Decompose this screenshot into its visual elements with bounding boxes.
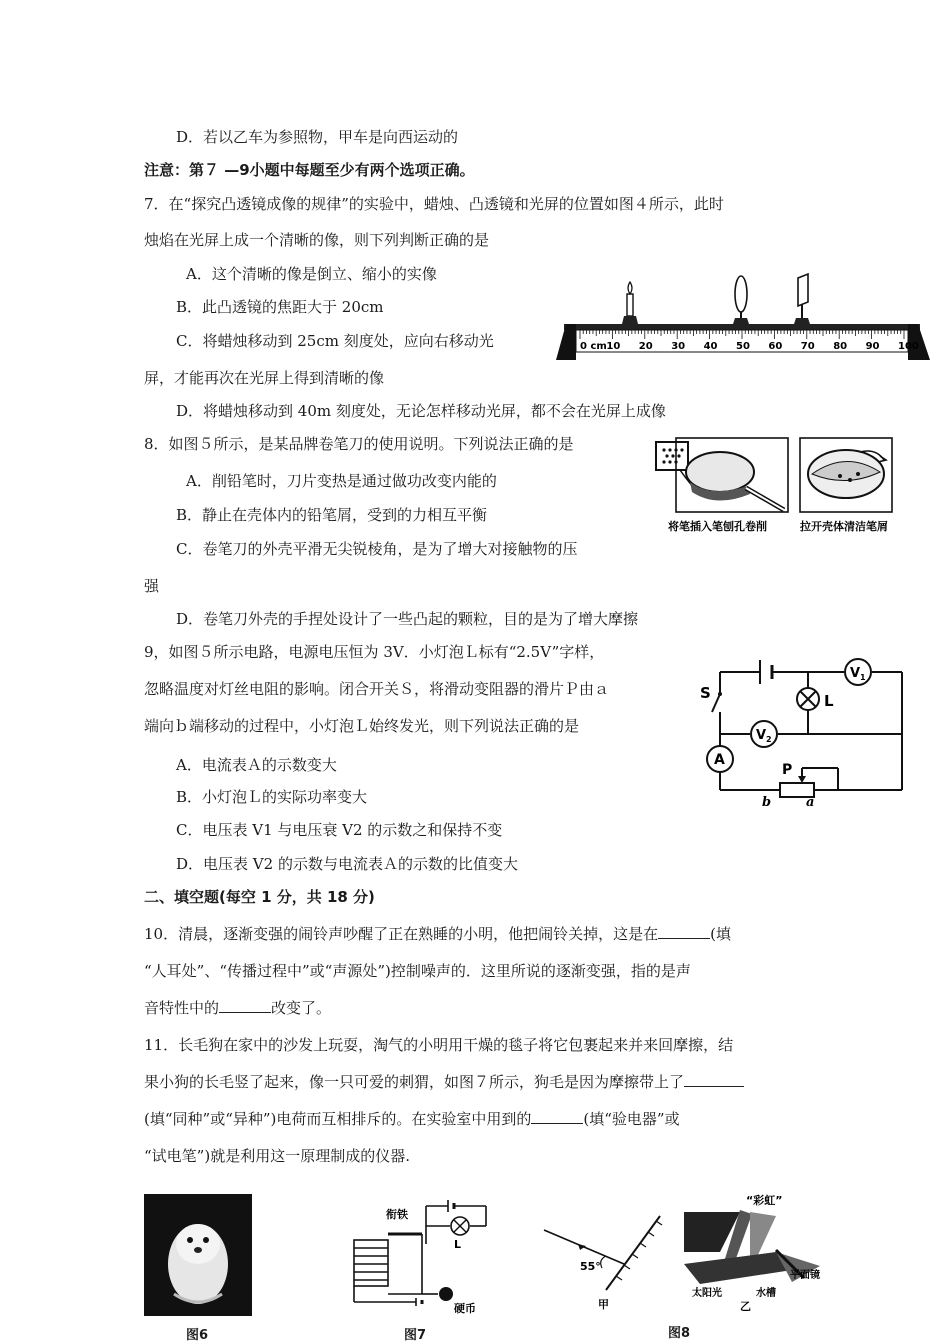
fig8-angle-label: 55°	[580, 1260, 601, 1273]
switch-label: S	[700, 684, 711, 702]
q8-stem: 8．如图５所示，是某品牌卷笔刀的使用说明。下列说法正确的是	[144, 435, 574, 453]
section-2-heading: 二、填空题(每空 1 分，共 18 分)	[144, 888, 375, 906]
rheostat-icon	[762, 762, 814, 810]
q11-line4: “试电笔”)就是利用这一原理制成的仪器.	[144, 1147, 410, 1165]
q8-option-a: A．削铅笔时，刀片变热是通过做功改变内能的	[186, 472, 497, 490]
q9-stem-line1: 9，如图５所示电路，电源电压恒为 3V．小灯泡Ｌ标有“2.5V”字样，	[144, 643, 605, 661]
ruler-rail	[556, 324, 930, 360]
q9-option-a: A．电流表Ａ的示数变大	[176, 756, 337, 774]
figure-6-caption: 图6	[186, 1328, 209, 1343]
q8-option-c-line1: C．卷笔刀的外壳平滑无尖锐棱角，是为了增大对接触物的压	[176, 540, 578, 558]
ruler-label: 90	[865, 341, 880, 352]
q10-line3-tail: 改变了。	[271, 999, 332, 1017]
figure-7-caption: 图7	[404, 1328, 427, 1343]
q7-stem-line2: 烛焰在光屏上成一个清晰的像，则下列判断正确的是	[144, 231, 490, 249]
q7-option-a: A．这个清晰的像是倒立、缩小的实像	[186, 265, 437, 283]
svg-text:V: V	[756, 728, 767, 743]
q10-blank-2[interactable]	[219, 998, 271, 1013]
q9-stem-line2: 忽略温度对灯丝电阻的影响。闭合开关Ｓ，将滑动变阻器的滑片Ｐ由ａ	[144, 680, 610, 698]
q11-line3-tail: (填“验电器”或	[583, 1110, 680, 1128]
q10-line1-tail: (填	[710, 925, 731, 943]
optical-bench-figure	[552, 268, 932, 360]
sharpener-open-shell-image	[800, 438, 892, 512]
fig7-coin-label: 硬币	[454, 1302, 476, 1315]
q9-option-d: D．电压表 V2 的示数与电流表Ａ的示数的比值变大	[176, 855, 518, 873]
q10-line2: “人耳处”、“传播过程中”或“声源处”)控制噪声的．这里所说的逐渐变强，指的是声	[144, 962, 691, 980]
fig8-yi-label: 乙	[740, 1300, 751, 1313]
svg-text:V: V	[850, 666, 861, 681]
q9-option-b: B．小灯泡Ｌ的实际功率变大	[176, 788, 368, 806]
q6-option-d: D．若以乙车为参照物，甲车是向西运动的	[176, 128, 459, 146]
fig8-water-label: 水槽	[756, 1288, 776, 1299]
q7-option-c-line2: 屏，才能再次在光屏上得到清晰的像	[144, 369, 385, 387]
svg-text:P: P	[782, 762, 793, 778]
ruler-label: 10	[606, 341, 621, 352]
ruler-label: 30	[671, 341, 686, 352]
q8-option-d: D．卷笔刀外壳的手捏处设计了一些凸起的颗粒，目的是为了增大摩擦	[176, 610, 639, 628]
multi-answer-note: 注意：第７ —9小题中每题至少有两个选项正确。	[144, 161, 475, 179]
svg-text:1: 1	[860, 673, 866, 682]
fig7-iron-label: 衔铁	[386, 1208, 408, 1221]
svg-text:b: b	[762, 795, 772, 810]
coin-icon	[439, 1287, 453, 1301]
ruler-label: 0 cm	[580, 341, 607, 352]
q8-option-b: B．静止在壳体内的铅笔屑，受到的力相互平衡	[176, 506, 488, 524]
ruler-label: 20	[638, 341, 653, 352]
q11-line2-text: 果小狗的长毛竖了起来，像一只可爱的刺猬，如图７所示，狗毛是因为摩擦带上了	[144, 1073, 685, 1091]
ruler-label: 100	[898, 341, 919, 352]
svg-text:2: 2	[766, 735, 772, 744]
q11-line1: 11．长毛狗在家中的沙发上玩耍，淘气的小明用干燥的毯子将它包裹起来并来回摩擦，结	[144, 1036, 734, 1054]
ruler-label: 70	[800, 341, 815, 352]
q9-stem-line3: 端向ｂ端移动的过程中，小灯泡Ｌ始终发光，则下列说法正确的是	[144, 717, 580, 735]
sharpener-caption-left: 将笔插入笔刨孔卷削	[668, 520, 767, 533]
voltmeter-v2-icon	[751, 721, 777, 747]
q8-option-c-line2: 强	[144, 577, 160, 595]
q7-option-c-line1: C．将蜡烛移动到 25cm 刻度处，应向右移动光	[176, 332, 494, 350]
voltmeter-v1-icon	[845, 659, 871, 685]
ruler-label: 80	[833, 341, 848, 352]
q10-blank-1[interactable]	[658, 924, 710, 939]
convex-lens-icon	[733, 276, 749, 324]
q9-option-c: C．电压表 V1 与电压衰 V2 的示数之和保持不变	[176, 821, 503, 839]
q11-blank-2[interactable]	[531, 1109, 583, 1124]
q11-line3	[144, 1109, 680, 1129]
q10-line3	[144, 998, 331, 1018]
q10-line1	[144, 924, 731, 944]
q7-stem-line1: 7．在“探究凸透镜成像的规律”的实验中，蜡烛、凸透镜和光屏的位置如图４所示，此时	[144, 195, 724, 213]
fluffy-dog-photo	[144, 1194, 252, 1316]
fig8-rainbow-label: “彩虹”	[746, 1194, 783, 1207]
relay-circuit-figure	[346, 1198, 496, 1316]
svg-text:A: A	[714, 752, 725, 768]
ruler-label: 50	[736, 341, 750, 352]
q11-line2	[144, 1072, 744, 1092]
q10-line3-text: 音特性中的	[144, 999, 220, 1017]
figure-8-caption: 图8	[668, 1326, 691, 1341]
reflection-figure-jia	[540, 1208, 670, 1312]
sharpener-insert-pencil-image	[656, 438, 788, 512]
sharpener-figure	[650, 430, 910, 540]
circuit-figure	[698, 650, 910, 810]
q7-option-d: D．将蜡烛移动到 40m 刻度处，无论怎样移动光屏，都不会在光屏上成像	[176, 402, 666, 420]
q10-line1-text: 10．清晨，逐渐变强的闹铃声吵醒了正在熟睡的小明，他把闹铃关掉，这是在	[144, 925, 659, 943]
fig8-jia-label: 甲	[598, 1298, 609, 1311]
light-screen-icon	[794, 274, 810, 324]
ruler-label: 60	[768, 341, 783, 352]
sharpener-caption-right: 拉开壳体清洁笔屑	[800, 520, 888, 533]
lamp-icon	[797, 688, 834, 710]
q11-line3-text: (填“同种”或“异种”)电荷而互相排斥的。在实验室中用到的	[144, 1110, 532, 1128]
fig7-lamp-label: L	[454, 1238, 462, 1251]
q11-blank-1[interactable]	[684, 1072, 744, 1087]
ammeter-icon	[707, 746, 733, 772]
ruler-label: 40	[703, 341, 718, 352]
fig8-sun-label: 太阳光	[692, 1288, 722, 1299]
rainbow-figure-yi	[680, 1192, 830, 1314]
candle-icon	[622, 282, 638, 324]
svg-text:a: a	[806, 795, 815, 810]
q7-option-b: B．此凸透镜的焦距大于 20cm	[176, 298, 384, 316]
fig8-mirror-label: 平面镜	[790, 1270, 820, 1281]
svg-text:L: L	[824, 692, 834, 710]
